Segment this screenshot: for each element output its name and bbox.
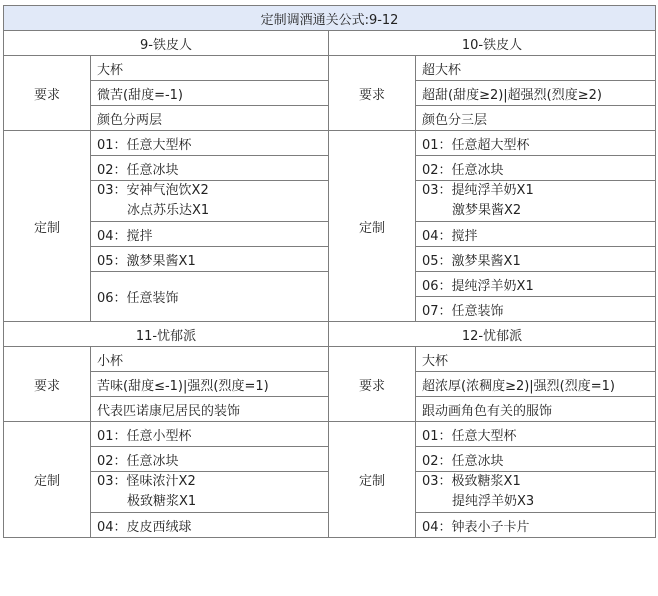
requirement-row	[4, 347, 656, 372]
requirement-item: 跟动画角色有关的服饰	[416, 397, 656, 422]
step-item: 07：任意装饰	[416, 297, 656, 322]
step-item: 05：激梦果酱X1	[91, 247, 329, 272]
custom-label: 定制	[4, 422, 91, 538]
block-header-row	[4, 31, 656, 56]
block-header-row	[4, 322, 656, 347]
requirement-label: 要求	[4, 347, 91, 422]
requirement-label: 要求	[329, 347, 416, 422]
step-item: 05：激梦果酱X1	[416, 247, 656, 272]
requirement-label: 要求	[329, 56, 416, 131]
step-item	[416, 472, 656, 513]
recipe-name: 10-铁皮人	[329, 31, 656, 56]
requirement-label: 要求	[4, 56, 91, 131]
recipe-name: 11-忧郁派	[4, 322, 329, 347]
requirement-row	[4, 56, 656, 81]
recipe-name: 9-铁皮人	[4, 31, 329, 56]
step-item: 02：任意冰块	[91, 447, 329, 472]
step-line: 冰点苏乐达X1	[127, 203, 210, 218]
recipe-table	[3, 5, 656, 538]
step-item: 04：钟表小子卡片	[416, 513, 656, 538]
step-item: 01：任意大型杯	[91, 131, 329, 156]
requirement-item: 颜色分两层	[91, 106, 329, 131]
custom-label: 定制	[329, 422, 416, 538]
step-item: 02：任意冰块	[416, 156, 656, 181]
step-line: 极致糖浆X1	[127, 494, 197, 509]
step-line: 03：极致糖浆X1	[422, 474, 521, 489]
requirement-item: 微苦(甜度=-1)	[91, 81, 329, 106]
requirement-item: 大杯	[91, 56, 329, 81]
step-line: 03：提纯浮羊奶X1	[422, 183, 534, 198]
title-row	[4, 6, 656, 31]
step-item: 02：任意冰块	[416, 447, 656, 472]
custom-label: 定制	[329, 131, 416, 322]
requirement-item: 超大杯	[416, 56, 656, 81]
step-row	[4, 422, 656, 447]
step-line: 提纯浮羊奶X3	[452, 494, 535, 509]
requirement-item: 超甜(甜度≥2)|超强烈(烈度≥2)	[416, 81, 656, 106]
requirement-item: 超浓厚(浓稠度≥2)|强烈(烈度=1)	[416, 372, 656, 397]
step-item: 01：任意小型杯	[91, 422, 329, 447]
step-line: 03：安神气泡饮X2	[97, 183, 209, 198]
requirement-item: 苦味(甜度≤-1)|强烈(烈度=1)	[91, 372, 329, 397]
table-title: 定制调酒通关公式:9-12	[4, 6, 656, 31]
step-line: 激梦果酱X2	[452, 203, 522, 218]
step-item	[416, 181, 656, 222]
step-item: 01：任意超大型杯	[416, 131, 656, 156]
requirement-item: 颜色分三层	[416, 106, 656, 131]
requirement-item: 代表匹诺康尼居民的装饰	[91, 397, 329, 422]
step-item	[91, 181, 329, 222]
step-item: 04：皮皮西绒球	[91, 513, 329, 538]
recipe-name: 12-忧郁派	[329, 322, 656, 347]
requirement-item: 大杯	[416, 347, 656, 372]
custom-label: 定制	[4, 131, 91, 322]
step-item: 02：任意冰块	[91, 156, 329, 181]
requirement-item: 小杯	[91, 347, 329, 372]
step-item: 01：任意大型杯	[416, 422, 656, 447]
step-item: 04：搅拌	[416, 222, 656, 247]
step-item: 06：提纯浮羊奶X1	[416, 272, 656, 297]
step-line: 03：怪味浓汁X2	[97, 474, 196, 489]
step-row	[4, 131, 656, 156]
step-item: 06：任意装饰	[91, 272, 329, 322]
step-item	[91, 472, 329, 513]
step-item: 04：搅拌	[91, 222, 329, 247]
